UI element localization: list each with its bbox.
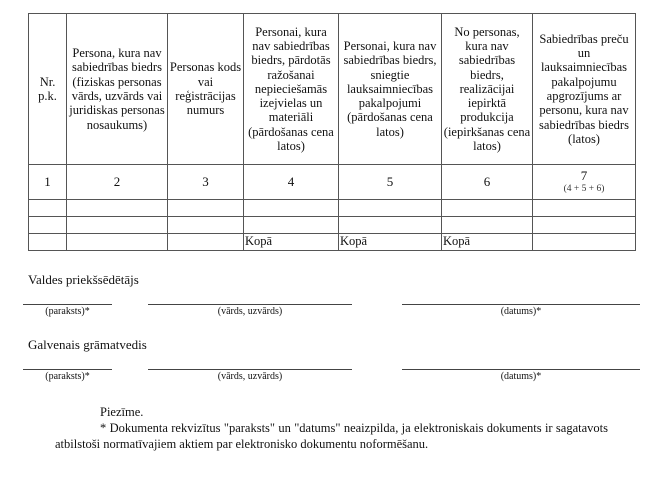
chairman-title: Valdes priekšsēdētājs bbox=[28, 272, 139, 287]
signature-line bbox=[23, 304, 112, 305]
header-row bbox=[29, 14, 636, 165]
column-number-row bbox=[29, 165, 636, 200]
total-label: Kopā bbox=[442, 234, 533, 251]
note-text: * Dokumenta rekvizītus "paraksts" un "datums" neaizpilda, ja elektroniskais dokuments ir sagatavots atbilstoši normatīvajiem aktiem par elektronisko dokumentu noformēšanu. bbox=[55, 421, 608, 451]
total-label: Kopā bbox=[339, 234, 442, 251]
col-num: 5 bbox=[339, 165, 442, 200]
total-row bbox=[29, 234, 636, 251]
col-num: 2 bbox=[67, 165, 168, 200]
turnover-table bbox=[28, 13, 636, 251]
date-label: (datums)* bbox=[500, 306, 542, 317]
table-row bbox=[29, 200, 636, 217]
date-line bbox=[402, 369, 640, 370]
accountant-title: Galvenais grāmatvedis bbox=[28, 337, 147, 352]
name-label: (vārds, uzvārds) bbox=[217, 371, 283, 382]
header-services: Personai, kura nav sabiedrības biedrs, sniegtie lauksaimniecības pakalpojumi (pārdošanas cena latos) bbox=[339, 14, 442, 165]
header-nr: Nr. p.k. bbox=[29, 14, 67, 165]
header-materials: Personai, kura nav sabiedrības biedrs, pārdotās ražošanai nepieciešamās izejvielas un materiāli (pārdošanas cena latos) bbox=[244, 14, 339, 165]
name-line bbox=[148, 369, 352, 370]
header-produce: No personas, kura nav sabiedrības biedrs, realizācijai iepirktā produkcija (iepirkšanas cena latos) bbox=[442, 14, 533, 165]
signature-label: (paraksts)* bbox=[45, 306, 90, 317]
name-label: (vārds, uzvārds) bbox=[217, 306, 283, 317]
signature-label: (paraksts)* bbox=[45, 371, 90, 382]
col-num-7 bbox=[533, 165, 636, 200]
col-num: 4 bbox=[244, 165, 339, 200]
header-turnover: Sabiedrības preču un lauksaimniecības pakalpojumu apgrozījums ar personu, kura nav sabiedrības biedrs (latos) bbox=[533, 14, 636, 165]
col-num: 6 bbox=[442, 165, 533, 200]
total-label: Kopā bbox=[244, 234, 339, 251]
formula: (4 + 5 + 6) bbox=[563, 183, 605, 194]
header-person: Persona, kura nav sabiedrības biedrs (fiziskas personas vārds, uzvārds vai juridiskas personas nosaukums) bbox=[67, 14, 168, 165]
signature-line bbox=[23, 369, 112, 370]
note-title: Piezīme. bbox=[100, 405, 144, 419]
date-line bbox=[402, 304, 640, 305]
date-label: (datums)* bbox=[500, 371, 542, 382]
header-code: Personas kods vai reģistrācijas numurs bbox=[168, 14, 244, 165]
table-row bbox=[29, 217, 636, 234]
col-num: 1 bbox=[29, 165, 67, 200]
col-num: 3 bbox=[168, 165, 244, 200]
name-line bbox=[148, 304, 352, 305]
col-num: 7 bbox=[580, 168, 588, 184]
